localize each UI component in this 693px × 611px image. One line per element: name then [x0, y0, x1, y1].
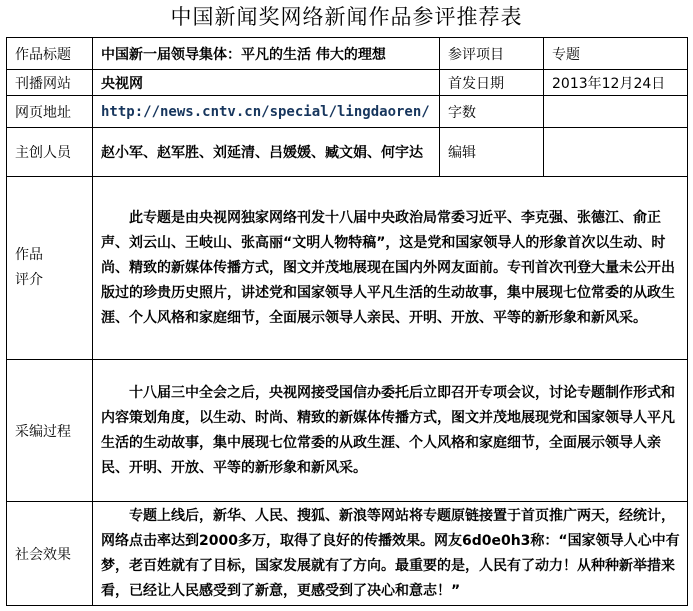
- row-url: [7, 96, 688, 128]
- date-value: 2013年12月24日: [544, 70, 688, 96]
- effect-cell: [93, 502, 688, 606]
- words-value: [544, 96, 688, 128]
- row-work-title: [7, 38, 688, 70]
- nomination-form-table: [6, 37, 688, 606]
- site-value: 央视网: [93, 70, 440, 96]
- row-effect: [7, 502, 688, 606]
- row-evaluation: [7, 177, 688, 360]
- row-creators: [7, 128, 688, 177]
- site-label: 刊播网站: [7, 70, 93, 96]
- editor-value: [544, 128, 688, 177]
- work-title-value: 中国新一届领导集体：平凡的生活 伟大的理想: [93, 38, 440, 70]
- effect-text: 专题上线后，新华、人民、搜狐、新浪等网站将专题原链接置于首页推广两天，经统计，网络点击率达到2000多万，取得了良好的传播效果。网友6d0e0h3称：“国家领导人心中有梦，老百姓就有了目标，国家发展就有了方向。最重要的是，人民有了动力！从种种新举措来看，已经让人民感受到了新意，更感受到了决心和意志！”: [101, 507, 680, 599]
- creators-label: 主创人员: [7, 128, 93, 177]
- item-value: 专题: [544, 38, 688, 70]
- evaluation-label-line1: 作品: [15, 247, 43, 263]
- evaluation-cell: [93, 177, 688, 360]
- evaluation-label-line2: 评介: [15, 272, 43, 288]
- work-title-label: 作品标题: [7, 38, 93, 70]
- effect-label: 社会效果: [7, 502, 93, 606]
- date-label: 首发日期: [440, 70, 544, 96]
- process-text: 十八届三中全会之后，央视网接受国信办委托后立即召开专项会议，讨论专题制作形式和内容策划角度，以生动、时尚、精致的新媒体传播方式，图文并茂地展现党和国家领导人平凡生活的生动故事，集中展现七位常委的从政生涯、个人风格和家庭细节，全面展示领导人亲民、开明、开放、平等的新形象和新风采。: [101, 384, 675, 476]
- evaluation-text: 此专题是由央视网独家网络刊发十八届中央政治局常委习近平、李克强、张德江、俞正声、刘云山、王岐山、张高丽“文明人物特稿”，这是党和国家领导人的形象首次以生动、时尚、精致的新媒体传播方式，图文并茂地展现在国内外网友面前。专刊首次刊登大量未公开出版过的珍贵历史照片，讲述党和国家领导人平凡生活的生动故事，集中展现七位常委的从政生涯、个人风格和家庭细节，全面展示领导人亲民、开明、开放、平等的新形象和新风采。: [101, 209, 675, 326]
- row-site: [7, 70, 688, 96]
- url-link[interactable]: http://news.cntv.cn/special/lingdaoren/: [93, 96, 440, 128]
- form-title: 中国新闻奖网络新闻作品参评推荐表: [170, 5, 523, 29]
- editor-label: 编辑: [440, 128, 544, 177]
- creators-value: 赵小军、赵军胜、刘延清、吕媛媛、臧文娟、何宇达: [93, 128, 440, 177]
- process-cell: [93, 360, 688, 502]
- evaluation-label: [7, 177, 93, 360]
- row-process: [7, 360, 688, 502]
- item-label: 参评项目: [440, 38, 544, 70]
- url-label: 网页地址: [7, 96, 93, 128]
- process-label: 采编过程: [7, 360, 93, 502]
- words-label: 字数: [440, 96, 544, 128]
